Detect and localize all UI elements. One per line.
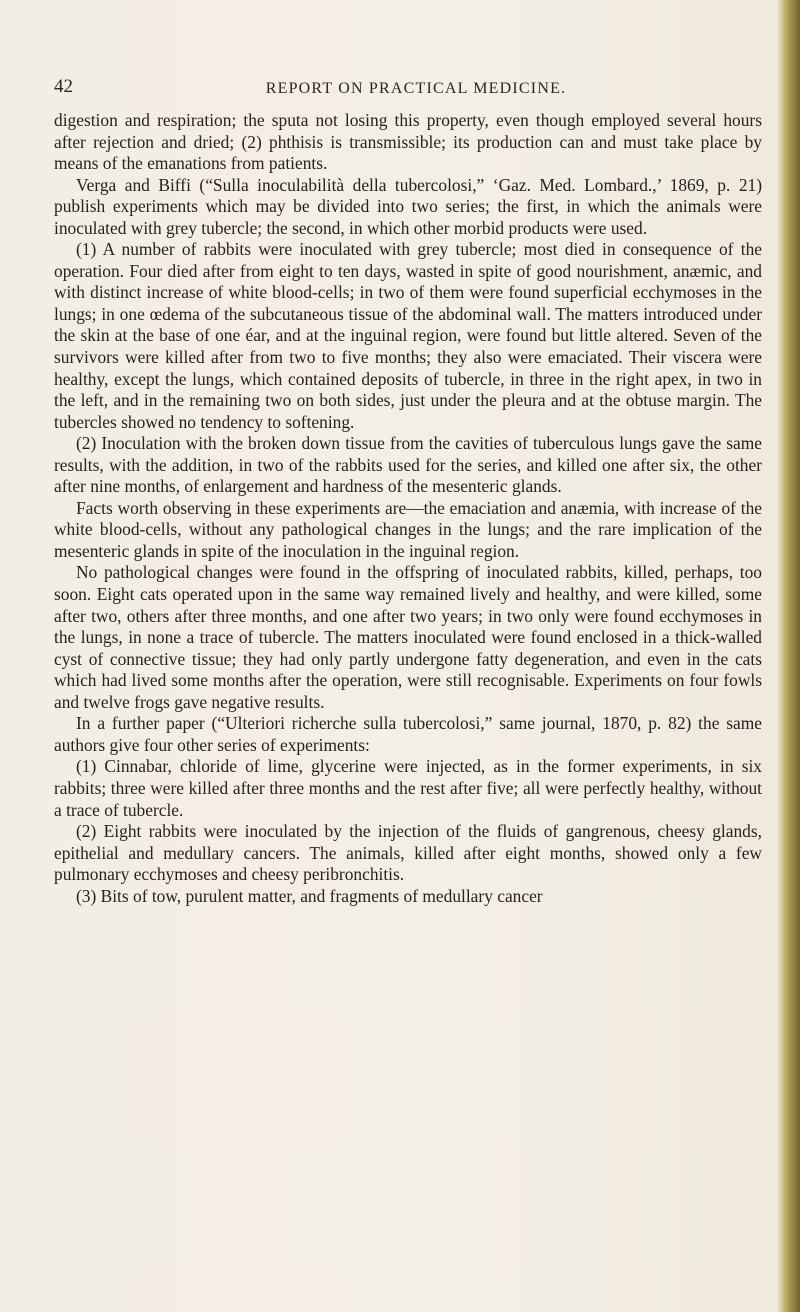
paragraph: Facts worth observing in these experiments are—the emaciation and anæmia, with increase of the white blood-cells, without any pathological changes in the lungs; and the rare implication of the mesenteric glands in spite of the inoculation in the inguinal region. <box>54 497 762 561</box>
page-header <box>54 76 764 104</box>
running-head: REPORT ON PRACTICAL MEDICINE. <box>265 80 567 97</box>
paragraph: (1) Cinnabar, chloride of lime, glycerine were injected, as in the former experiments, in six rabbits; three were killed after three months and the rest after five; all were perfectly healthy, without a trace of tubercle. <box>54 756 762 820</box>
paragraph: digestion and respiration; the sputa not losing this property, even though employed several hours after rejection and dried; (2) phthisis is transmissible; its production can and must take place by means of the emanations from patients. <box>54 110 762 174</box>
paragraph: No pathological changes were found in the offspring of inoculated rabbits, killed, perhaps, too soon. Eight cats operated upon in the same way remained lively and healthy, and were killed, some after two, others after three months, and one after two years; in two only were found ecchymoses in the lungs, in none a trace of tubercle. The matters inoculated were found enclosed in a thick-walled cyst of connective tissue; they had only partly undergone fatty degeneration, and even in the cats which had lived some months after the operation, were still recognisable. Experiments on four fowls and twelve frogs gave negative results. <box>54 562 762 712</box>
paragraph: In a further paper (“Ulteriori richerche sulla tubercolosi,” same journal, 1870, p. 82) the same authors give four other series of experiments: <box>54 713 762 755</box>
page-number: 42 <box>54 76 73 97</box>
paragraph: (2) Inoculation with the broken down tissue from the cavities of tuberculous lungs gave the same results, with the addition, in two of the rabbits used for the series, and killed one after six, the other after nine months, of enlargement and hardness of the mesenteric glands. <box>54 433 762 497</box>
body-text <box>54 110 762 907</box>
paragraph: (1) A number of rabbits were inoculated with grey tubercle; most died in consequence of the operation. Four died after from eight to ten days, wasted in spite of good nourishment, anæmic, and with distinct increase of white blood-cells; in two of them were found superficial ecchymoses in the lungs; in one œdema of the subcutaneous tissue of the abdominal wall. The matters introduced under the skin at the base of one éar, and at the inguinal region, were found but little altered. Seven of the survivors were killed after from two to five months; they also were emaciated. Their viscera were healthy, except the lungs, which contained deposits of tubercle, in three in the right apex, in two in the left, and in the remaining two on both sides, just under the pleura and at the obtuse margin. The tubercles showed no tendency to softening. <box>54 239 762 432</box>
paragraph: Verga and Biffi (“Sulla inoculabilità della tubercolosi,” ‘Gaz. Med. Lombard.,’ 1869, p. 21) publish experiments which may be divided into two series; the first, in which the animals were inoculated with grey tubercle; the second, in which other morbid products were used. <box>54 174 762 238</box>
paragraph: (3) Bits of tow, purulent matter, and fragments of medullary cancer <box>76 885 543 906</box>
paragraph: (2) Eight rabbits were inoculated by the injection of the fluids of gangrenous, cheesy glands, epithelial and medullary cancers. The animals, killed after eight months, showed only a few pulmonary ecchymoses and cheesy peribronchitis. <box>54 821 762 885</box>
book-spine-edge <box>778 0 800 1312</box>
